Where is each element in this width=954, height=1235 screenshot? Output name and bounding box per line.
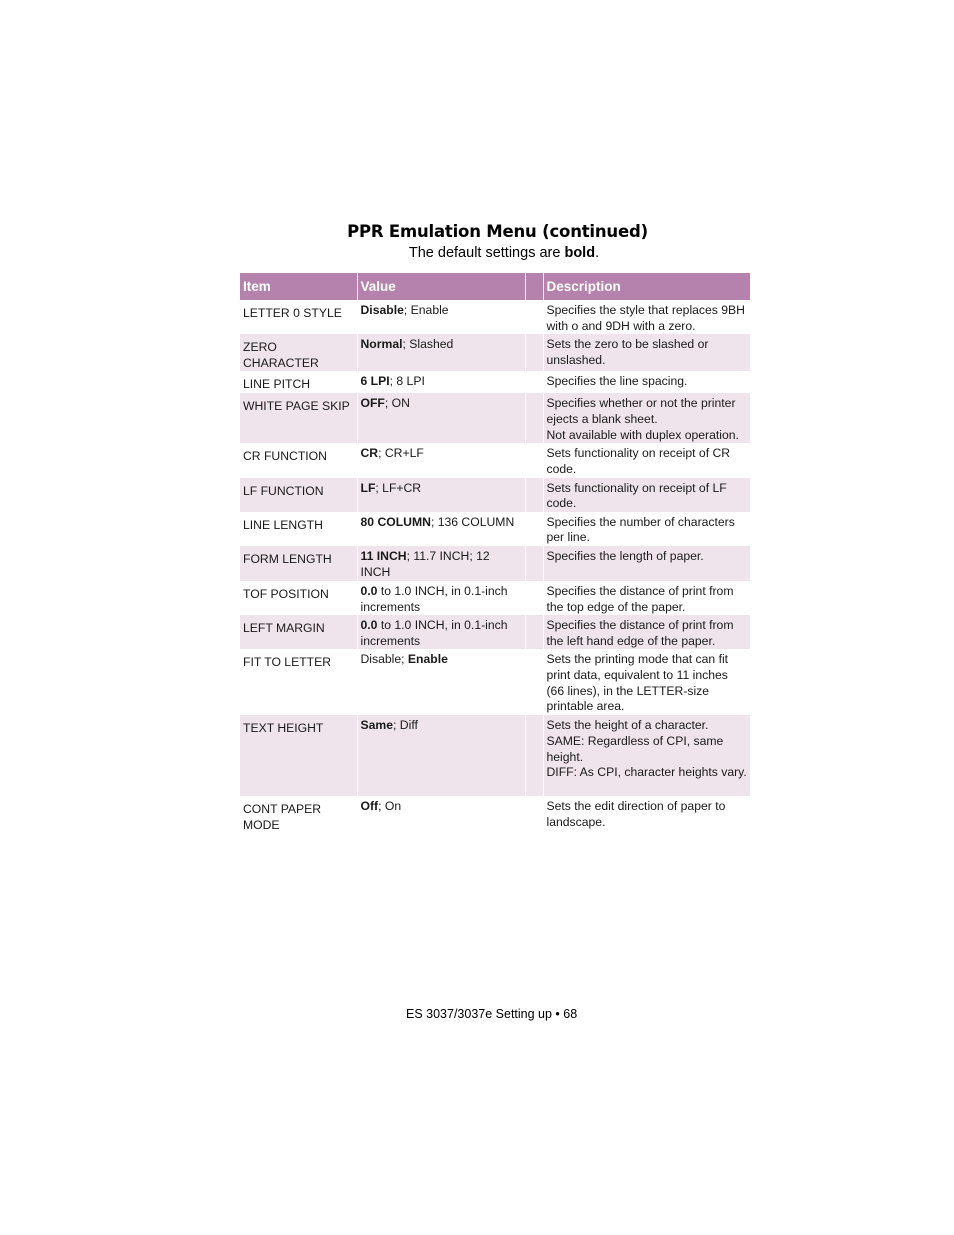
- table-row: [240, 300, 750, 334]
- cell-value: [357, 300, 525, 334]
- value-default: CR: [360, 446, 379, 461]
- cell-value: [357, 649, 525, 715]
- description-line: Sets functionality on receipt of LF code.: [546, 480, 727, 511]
- description-line: Not available with duplex operation.: [546, 427, 739, 442]
- value-option: ; 136 COLUMN: [430, 514, 515, 529]
- cell-item: LINE LENGTH: [240, 512, 357, 546]
- description-line: Specifies the length of paper.: [546, 548, 704, 563]
- cell-spacer: [525, 581, 543, 615]
- description-line: Sets the edit direction of paper to landscape.: [546, 799, 726, 829]
- subtitle-bold: bold: [564, 245, 596, 261]
- description-line: SAME: Regardless of CPI, same height.: [546, 733, 724, 764]
- value-option: ; Slashed: [402, 337, 454, 352]
- description-line: Sets the printing mode that can fit print data, equivalent to 11 inches (66 lines), in the LETTER-size printable area.: [546, 652, 729, 714]
- value-option: Disable;: [360, 652, 408, 667]
- cell-item: CONT PAPER MODE: [240, 796, 357, 833]
- cell-description: [543, 615, 750, 649]
- cell-description: [543, 393, 750, 443]
- cell-item: LINE PITCH: [240, 371, 357, 393]
- cell-item: FORM LENGTH: [240, 546, 357, 581]
- header-item: Item: [240, 273, 357, 300]
- cell-description: [543, 581, 750, 615]
- value-option: ; 8 LPI: [389, 374, 425, 389]
- table-row: [240, 393, 750, 443]
- subtitle-prefix: The default settings are: [408, 245, 565, 261]
- cell-spacer: [525, 393, 543, 443]
- cell-value: [357, 371, 525, 393]
- cell-item: TOF POSITION: [240, 581, 357, 615]
- cell-spacer: [525, 443, 543, 477]
- description-line: DIFF: As CPI, character heights vary.: [546, 765, 747, 780]
- description-line: Specifies the distance of print from the left hand edge of the paper.: [546, 618, 734, 648]
- cell-value: [357, 478, 525, 512]
- value-default: Disable: [360, 303, 404, 317]
- value-default: 0.0: [360, 583, 378, 598]
- table-row: [240, 334, 750, 371]
- cell-description: [543, 300, 750, 334]
- cell-description: [543, 443, 750, 477]
- cell-spacer: [525, 546, 543, 581]
- cell-spacer: [525, 715, 543, 796]
- value-option: ; Diff: [393, 718, 418, 733]
- cell-value: [357, 615, 525, 649]
- cell-spacer: [525, 300, 543, 334]
- value-default: 0.0: [360, 618, 378, 633]
- header-description: Description: [543, 273, 750, 300]
- description-line: Specifies the line spacing.: [546, 374, 688, 389]
- cell-value: [357, 546, 525, 581]
- value-option: ; 11.7 INCH; 12 INCH: [360, 548, 490, 579]
- cell-description: [543, 512, 750, 546]
- cell-description: [543, 371, 750, 393]
- cell-description: [543, 478, 750, 512]
- cell-item: CR FUNCTION: [240, 443, 357, 477]
- description-line: Specifies the number of characters per line.: [546, 514, 735, 545]
- description-line: Sets the height of a character.: [546, 718, 709, 733]
- cell-description: [543, 334, 750, 371]
- cell-description: [543, 715, 750, 796]
- cell-item: FIT TO LETTER: [240, 649, 357, 715]
- value-default: Same: [360, 718, 394, 733]
- description-line: Specifies the style that replaces 9BH with o and 9DH with a zero.: [546, 303, 745, 333]
- value-default: Enable: [407, 652, 448, 667]
- table-row: [240, 581, 750, 615]
- subtitle-suffix: .: [595, 245, 600, 261]
- table-row: [240, 615, 750, 649]
- value-option: ; Enable: [403, 303, 449, 317]
- cell-spacer: [525, 334, 543, 371]
- value-option: ; ON: [384, 396, 410, 411]
- cell-spacer: [525, 649, 543, 715]
- description-line: Sets functionality on receipt of CR code.: [546, 446, 731, 476]
- cell-description: [543, 546, 750, 581]
- page-footer: ES 3037/3037e Setting up • 68: [406, 1007, 578, 1021]
- cell-item: LF FUNCTION: [240, 478, 357, 512]
- header-value: Value: [357, 273, 525, 300]
- value-option: ; On: [378, 799, 402, 814]
- table-row: [240, 512, 750, 546]
- table-row: [240, 371, 750, 393]
- cell-value: [357, 796, 525, 833]
- page-subtitle: [0, 245, 954, 261]
- cell-description: [543, 649, 750, 715]
- header-gap: [525, 273, 543, 300]
- table-row: [240, 796, 750, 833]
- cell-value: [357, 715, 525, 796]
- cell-spacer: [525, 371, 543, 393]
- cell-value: [357, 393, 525, 443]
- value-default: OFF: [360, 396, 385, 411]
- value-option: ; LF+CR: [375, 480, 422, 495]
- page-title: PPR Emulation Menu (continued): [347, 222, 648, 241]
- cell-item: LETTER 0 STYLE: [240, 300, 357, 334]
- value-default: Off: [360, 799, 379, 814]
- table-row: [240, 715, 750, 796]
- cell-item: LEFT MARGIN: [240, 615, 357, 649]
- cell-value: [357, 334, 525, 371]
- cell-description: [543, 796, 750, 833]
- value-default: 80 COLUMN: [360, 514, 431, 529]
- cell-spacer: [525, 615, 543, 649]
- description-line: Sets the zero to be slashed or unslashed.: [546, 337, 709, 367]
- table-header-row: [240, 273, 750, 300]
- cell-item: WHITE PAGE SKIP: [240, 393, 357, 443]
- value-option: ; CR+LF: [378, 446, 424, 461]
- cell-spacer: [525, 796, 543, 833]
- cell-value: [357, 581, 525, 615]
- cell-spacer: [525, 478, 543, 512]
- description-line: Specifies whether or not the printer ejects a blank sheet.: [546, 396, 736, 426]
- value-default: 11 INCH: [360, 548, 407, 563]
- table-row: [240, 649, 750, 715]
- table-body: [240, 300, 750, 834]
- value-default: Normal: [360, 337, 403, 352]
- table-row: [240, 443, 750, 477]
- emulation-menu-table: [240, 273, 750, 834]
- value-default: 6 LPI: [360, 374, 390, 389]
- cell-item: ZERO CHARACTER: [240, 334, 357, 371]
- value-default: LF: [360, 480, 376, 495]
- cell-item: TEXT HEIGHT: [240, 715, 357, 796]
- table-row: [240, 478, 750, 512]
- description-line: Specifies the distance of print from the top edge of the paper.: [546, 583, 734, 614]
- value-option: to 1.0 INCH, in 0.1-inch increments: [360, 583, 508, 614]
- value-option: to 1.0 INCH, in 0.1-inch increments: [360, 618, 508, 648]
- table-row: [240, 546, 750, 581]
- cell-value: [357, 512, 525, 546]
- cell-spacer: [525, 512, 543, 546]
- cell-value: [357, 443, 525, 477]
